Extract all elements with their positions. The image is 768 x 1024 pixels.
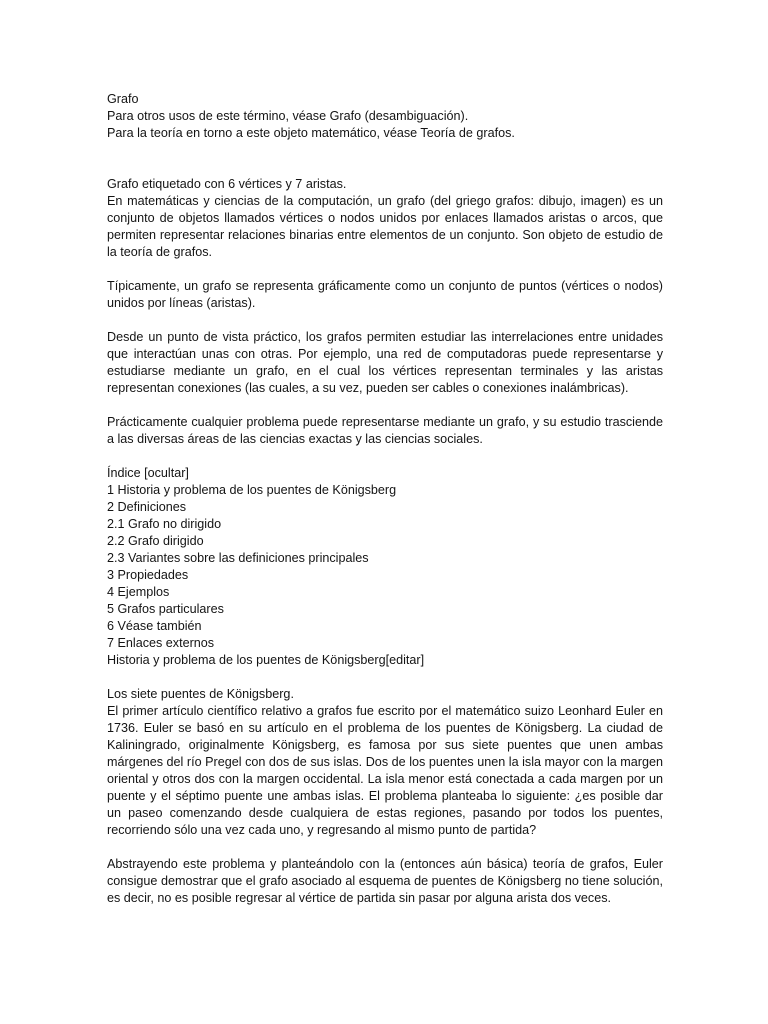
toc-item-2-1[interactable]: 2.1 Grafo no dirigido (107, 517, 222, 531)
spacer (107, 261, 663, 278)
hatnote-disambiguation: Para otros usos de este término, véase Grafo (desambiguación). (107, 109, 469, 123)
paragraph-representation: Típicamente, un grafo se representa gráficamente como un conjunto de puntos (vértices o nodos) unidos por líneas (aristas). (107, 279, 663, 310)
toc-item-3[interactable]: 3 Propiedades (107, 568, 189, 582)
spacer (107, 142, 663, 176)
paragraph-euler-history: El primer artículo científico relativo a grafos fue escrito por el matemático suizo Leonhard Euler en 1736. Euler se basó en su artículo en el problema de los puentes de Königsberg. La ciudad de Kaliningrado, originalmente Königsberg, es famosa por sus siete puentes que unen ambas márgenes del río Pregel con dos de sus islas. Dos de los puentes unen la isla mayor con la margen oriental y otros dos con la margen occidental. La isla menor está conectada a cada margen por un puente y el séptimo puente une ambas islas. El problema planteaba lo siguiente: ¿es posible dar un paseo comenzando desde cualquiera de estas regiones, pasando por todos los puentes, recorriendo sólo una vez cada uno, y regresando al mismo punto de partida? (107, 704, 663, 837)
spacer (107, 669, 663, 686)
toc-item-2[interactable]: 2 Definiciones (107, 500, 187, 514)
spacer (107, 397, 663, 414)
toc-item-5[interactable]: 5 Grafos particulares (107, 602, 224, 616)
spacer (107, 448, 663, 465)
toc-heading: Índice [ocultar] (107, 466, 189, 480)
table-of-contents (107, 482, 663, 652)
paragraph-practical: Desde un punto de vista práctico, los grafos permiten estudiar las interrelaciones entre unidades que interactúan unas con otras. Por ejemplo, una red de computadoras puede representarse y estudiarse mediante un grafo, en el cual los vértices representan terminales y las aristas representan conexiones (las cuales, a su vez, pueden ser cables o conexiones inalámbricas). (107, 330, 663, 395)
hatnote-theory: Para la teoría en torno a este objeto matemático, véase Teoría de grafos. (107, 126, 515, 140)
spacer (107, 839, 663, 856)
toc-item-4[interactable]: 4 Ejemplos (107, 585, 170, 599)
paragraph-definition: En matemáticas y ciencias de la computación, un grafo (del griego grafos: dibujo, imagen) es un conjunto de objetos llamados vértices o nodos unidos por enlaces llamados aristas o arcos, que permiten representar relaciones binarias entre elementos de un conjunto. Son objeto de estudio de la teoría de grafos. (107, 194, 663, 259)
toc-item-1[interactable]: 1 Historia y problema de los puentes de Königsberg (107, 483, 397, 497)
spacer (107, 312, 663, 329)
paragraph-applications: Prácticamente cualquier problema puede representarse mediante un grafo, y su estudio trasciende a las diversas áreas de las ciencias exactas y las ciencias sociales. (107, 415, 663, 446)
paragraph-euler-solution: Abstrayendo este problema y planteándolo con la (entonces aún básica) teoría de grafos, Euler consigue demostrar que el grafo asociado al esquema de puentes de Königsberg no tiene solución, es decir, no es posible regresar al vértice de partida sin pasar por alguna arista dos veces. (107, 857, 663, 905)
section-heading-history: Historia y problema de los puentes de Königsberg[editar] (107, 653, 425, 667)
image-caption-graph: Grafo etiquetado con 6 vértices y 7 aristas. (107, 177, 347, 191)
document-page (107, 91, 663, 907)
toc-item-2-3[interactable]: 2.3 Variantes sobre las definiciones principales (107, 551, 369, 565)
image-caption-bridges: Los siete puentes de Königsberg. (107, 687, 294, 701)
toc-item-7[interactable]: 7 Enlaces externos (107, 636, 215, 650)
toc-item-6[interactable]: 6 Véase también (107, 619, 202, 633)
document-title: Grafo (107, 92, 139, 106)
toc-item-2-2[interactable]: 2.2 Grafo dirigido (107, 534, 204, 548)
